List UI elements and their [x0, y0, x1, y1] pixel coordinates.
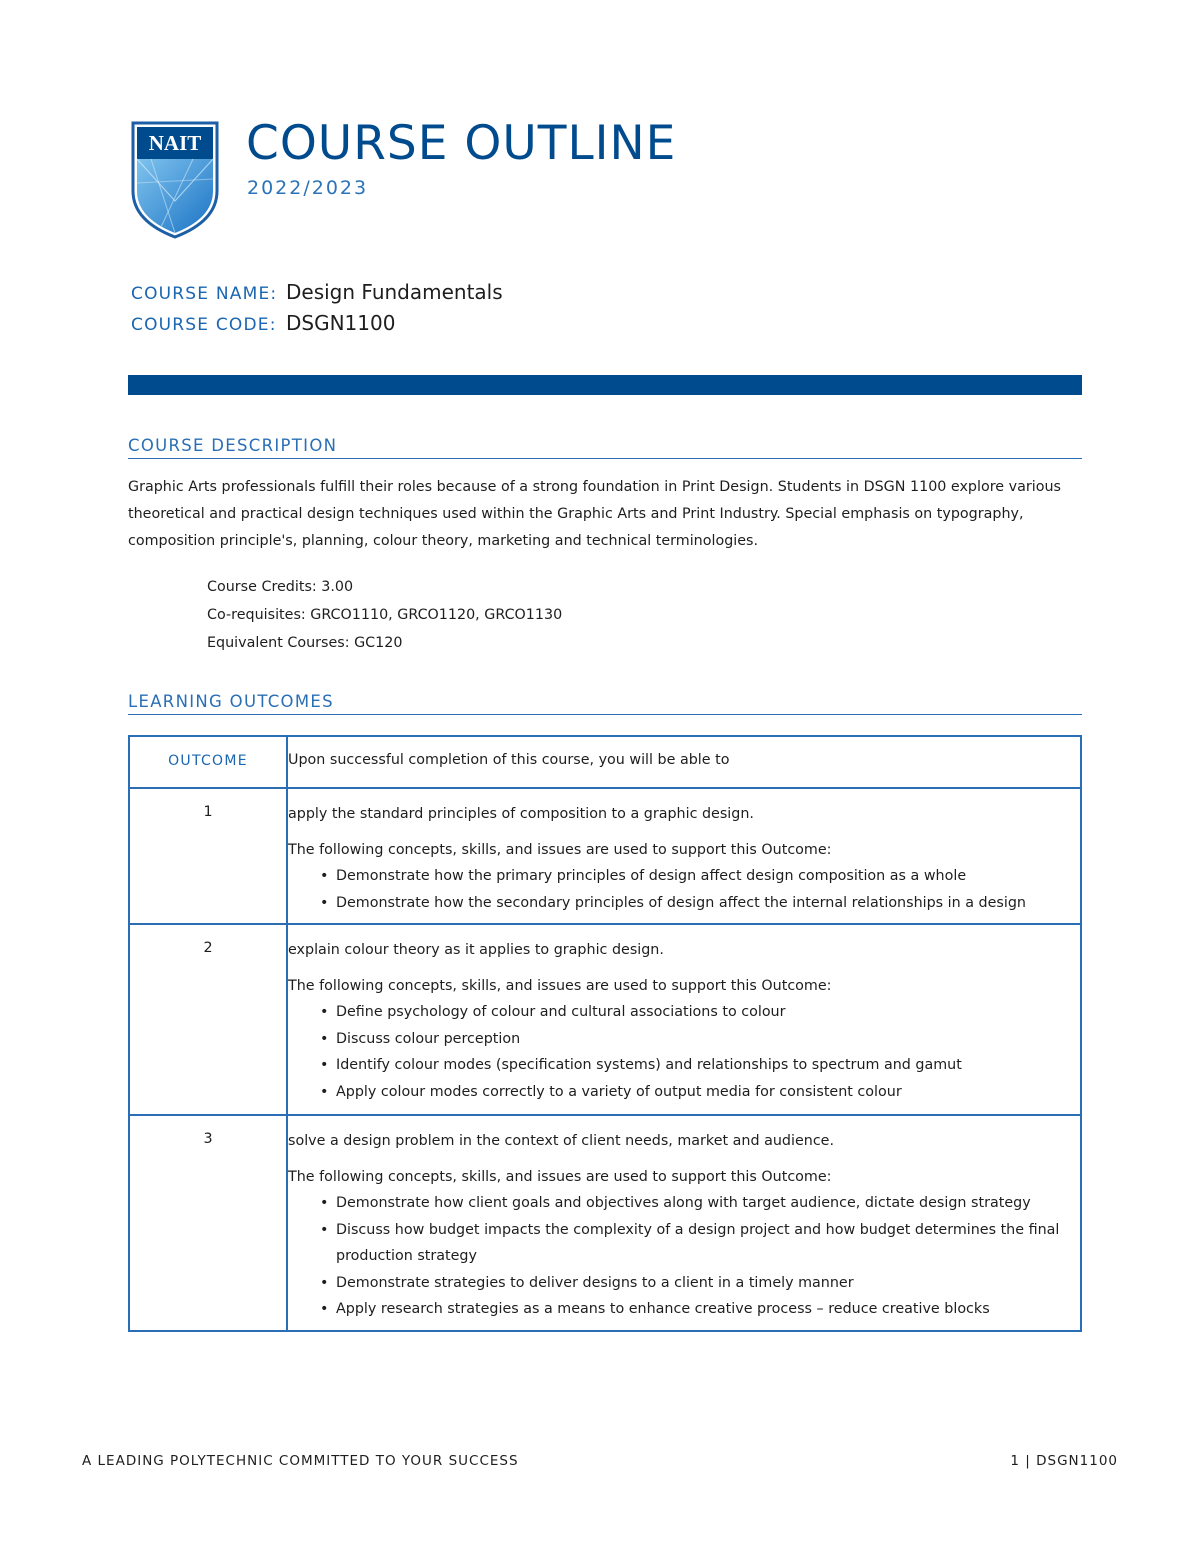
- list-item: • Apply research strategies as a means to enhance creative process – reduce creative blocks: [336, 1296, 1080, 1323]
- course-name-label: COURSE NAME:: [131, 284, 278, 304]
- list-item: • Define psychology of colour and cultural associations to colour: [336, 999, 1080, 1026]
- outcome-number: 3: [203, 1131, 213, 1147]
- divider-bar: [128, 375, 1082, 395]
- outcomes-table: [128, 735, 1082, 1332]
- nait-logo: [131, 121, 219, 239]
- course-description-text: Graphic Arts professionals fulfill their roles because of a strong foundation in Print Design. Students in DSGN 1100 explore various theoretical and practical design techniques used within the Graphic Arts and Print Industry. Special emphasis on typography, composition principle's, planning, colour theory, marketing and technical terminologies.: [128, 479, 1061, 549]
- outcome-bullet-list: [288, 863, 1080, 916]
- outcome-column-header: OUTCOME: [168, 753, 248, 769]
- footer-page-number: 1 | DSGN1100: [1010, 1453, 1118, 1469]
- table-row: [129, 788, 1081, 924]
- outcome-statement: solve a design problem in the context of client needs, market and audience.: [288, 1133, 835, 1149]
- outcome-number: 2: [203, 940, 213, 956]
- outcome-support-text: The following concepts, skills, and issues are used to support this Outcome:: [288, 1169, 832, 1185]
- list-item: • Demonstrate strategies to deliver designs to a client in a timely manner: [336, 1270, 1080, 1297]
- outcome-bullet-list: [288, 1190, 1080, 1323]
- learning-outcomes-heading: LEARNING OUTCOMES: [128, 692, 1082, 715]
- nait-shield-icon: [131, 121, 219, 239]
- outcome-statement: explain colour theory as it applies to graphic design.: [288, 942, 664, 958]
- outcome-bullet-list: [288, 999, 1080, 1105]
- logo-text: NAIT: [148, 131, 202, 155]
- table-header-row: [129, 736, 1081, 788]
- list-item: • Discuss colour perception: [336, 1026, 1080, 1053]
- table-row: [129, 924, 1081, 1115]
- course-code-label: COURSE CODE:: [131, 315, 277, 335]
- list-item: • Apply colour modes correctly to a variety of output media for consistent colour: [336, 1079, 1080, 1106]
- academic-year: 2022/2023: [247, 177, 369, 199]
- course-description-heading: COURSE DESCRIPTION: [128, 436, 1082, 459]
- outcome-statement: apply the standard principles of composition to a graphic design.: [288, 806, 754, 822]
- table-row: [129, 1115, 1081, 1331]
- list-item: • Demonstrate how client goals and objectives along with target audience, dictate design strategy: [336, 1190, 1080, 1217]
- equivalent-courses: Equivalent Courses: GC120: [207, 635, 403, 651]
- list-item: • Discuss how budget impacts the complexity of a design project and how budget determines the final production strategy: [336, 1217, 1080, 1270]
- list-item: • Demonstrate how the secondary principles of design affect the internal relationships in a design: [336, 890, 1080, 917]
- outcome-intro-header: Upon successful completion of this course, you will be able to: [288, 752, 730, 768]
- course-corequisites: Co-requisites: GRCO1110, GRCO1120, GRCO1130: [207, 607, 563, 623]
- outcome-number: 1: [203, 804, 213, 820]
- course-credits: Course Credits: 3.00: [207, 579, 354, 595]
- list-item: • Demonstrate how the primary principles of design affect design composition as a whole: [336, 863, 1080, 890]
- outcome-support-text: The following concepts, skills, and issues are used to support this Outcome:: [288, 978, 832, 994]
- course-name-value: Design Fundamentals: [286, 280, 503, 304]
- course-details: [207, 573, 562, 657]
- page-title: COURSE OUTLINE: [246, 116, 677, 171]
- footer-tagline: A LEADING POLYTECHNIC COMMITTED TO YOUR SUCCESS: [82, 1453, 519, 1469]
- outcome-support-text: The following concepts, skills, and issues are used to support this Outcome:: [288, 842, 832, 858]
- list-item: • Identify colour modes (specification systems) and relationships to spectrum and gamut: [336, 1052, 1080, 1079]
- course-code-value: DSGN1100: [286, 311, 396, 335]
